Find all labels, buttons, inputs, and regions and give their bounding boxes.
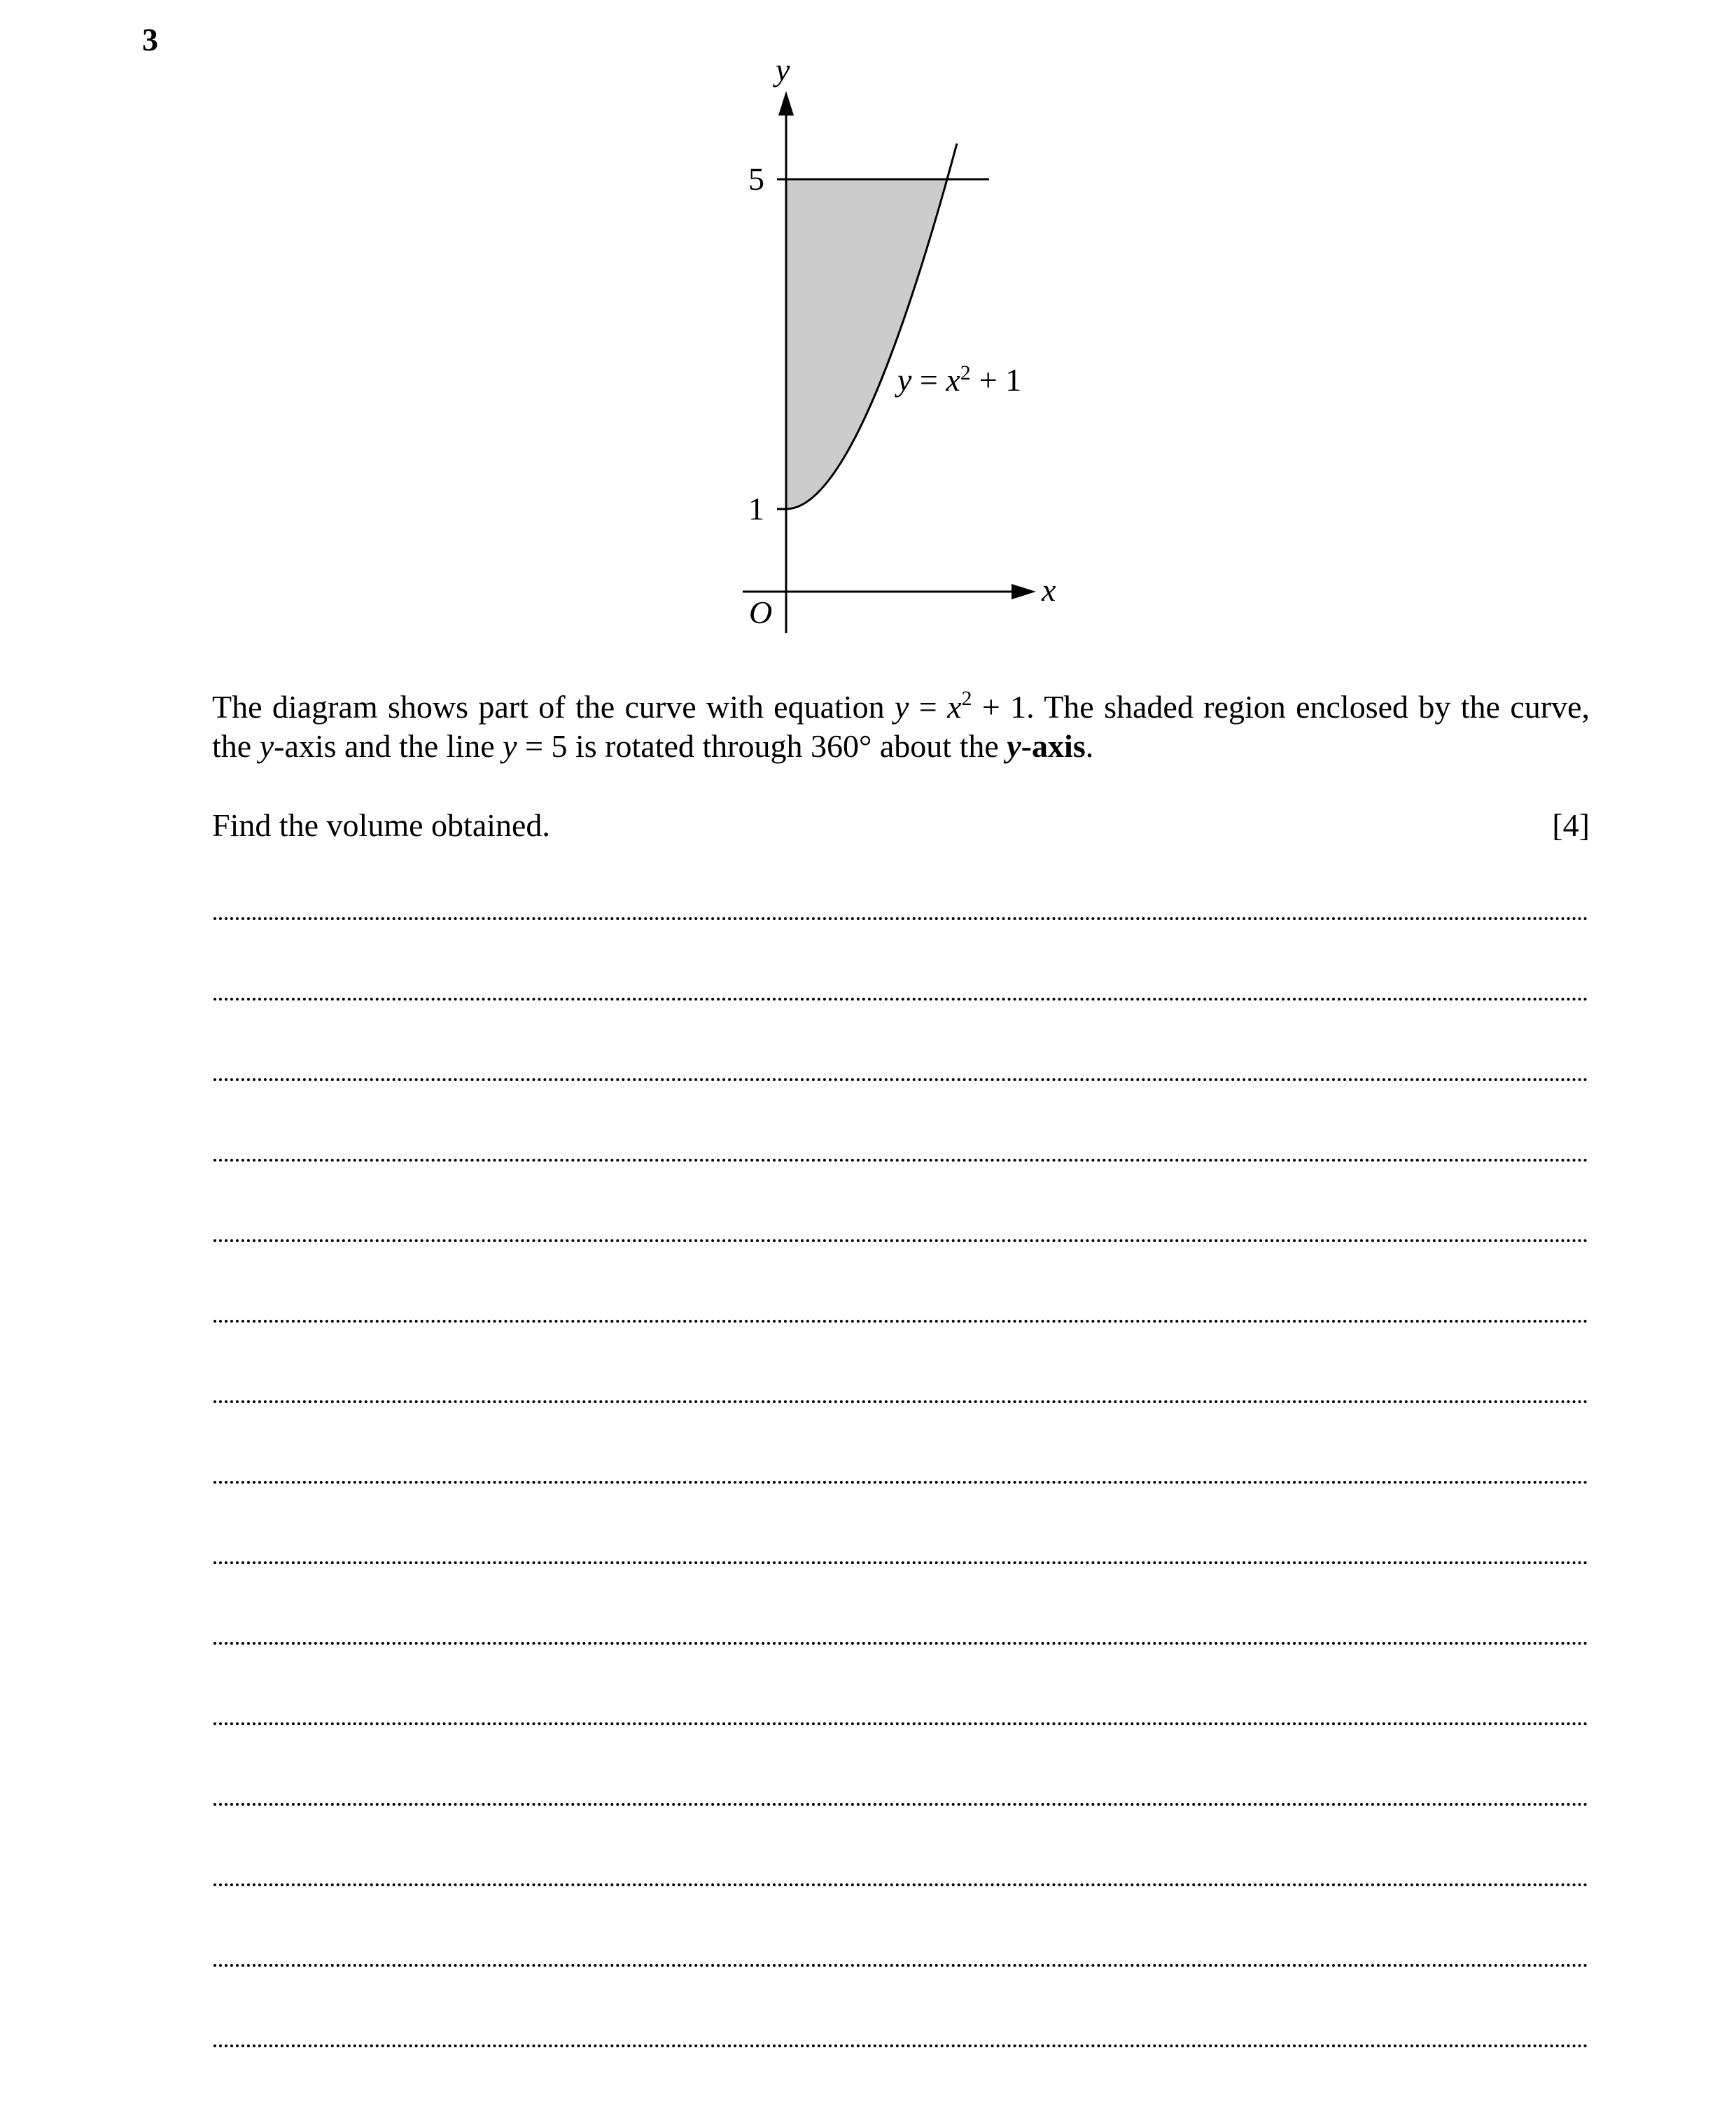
curve-label-equals: = (919, 362, 938, 398)
answer-line[interactable] (214, 1481, 1588, 1484)
answer-line[interactable] (214, 998, 1588, 1001)
question-text (212, 688, 1590, 766)
text-var-y1: y (894, 689, 909, 725)
answer-line[interactable] (214, 1964, 1588, 1967)
curve-diagram (0, 0, 1736, 672)
curve-label-y: y (897, 362, 912, 398)
marks: [4] (1552, 807, 1590, 843)
x-axis-arrowhead (1011, 584, 1036, 599)
text-var-y3: y (503, 728, 517, 764)
y-axis-label: y (776, 52, 790, 88)
text-var-x1: x (947, 689, 962, 725)
tick-label-5: 5 (748, 161, 764, 197)
answer-line[interactable] (214, 1883, 1588, 1886)
answer-line[interactable] (214, 2044, 1588, 2047)
text-bold-y: y (1007, 728, 1021, 764)
answer-line[interactable] (214, 1078, 1588, 1081)
text-part-6: . (1085, 728, 1094, 764)
task-line (212, 806, 1590, 845)
answer-line[interactable] (214, 1642, 1588, 1645)
origin-label: O (749, 594, 773, 630)
answer-line[interactable] (214, 1159, 1588, 1162)
text-part-4: -axis and the line (274, 728, 503, 764)
answer-line[interactable] (214, 1722, 1588, 1725)
curve-label-exponent: 2 (960, 361, 971, 384)
answer-line[interactable] (214, 1803, 1588, 1806)
text-part-2: = (909, 689, 948, 725)
answer-line[interactable] (214, 1239, 1588, 1242)
answer-line[interactable] (214, 1561, 1588, 1564)
text-part-5: = 5 is rotated through 360° about the (517, 728, 1007, 764)
y-axis-arrowhead (778, 91, 794, 116)
text-exponent: 2 (961, 687, 972, 710)
text-bold-axis: -axis (1021, 728, 1086, 764)
text-part-3: + 1. The shaded region enclosed by the curve, the (212, 689, 1590, 764)
curve-label-tail: + 1 (979, 362, 1022, 398)
text-part-1: The diagram shows part of the curve with equation (212, 689, 895, 725)
tick-label-1: 1 (748, 491, 764, 527)
answer-line[interactable] (214, 917, 1588, 920)
shaded-region (786, 179, 946, 509)
answer-lines (214, 917, 1588, 2125)
curve-label (895, 361, 1021, 398)
x-axis-label: x (1042, 572, 1056, 608)
answer-line[interactable] (214, 1400, 1588, 1403)
curve-label-x: x (946, 362, 960, 398)
text-var-y2: y (259, 728, 274, 764)
task-text: Find the volume obtained. (212, 807, 550, 843)
answer-line[interactable] (214, 1320, 1588, 1323)
question-number: 3 (142, 22, 158, 57)
